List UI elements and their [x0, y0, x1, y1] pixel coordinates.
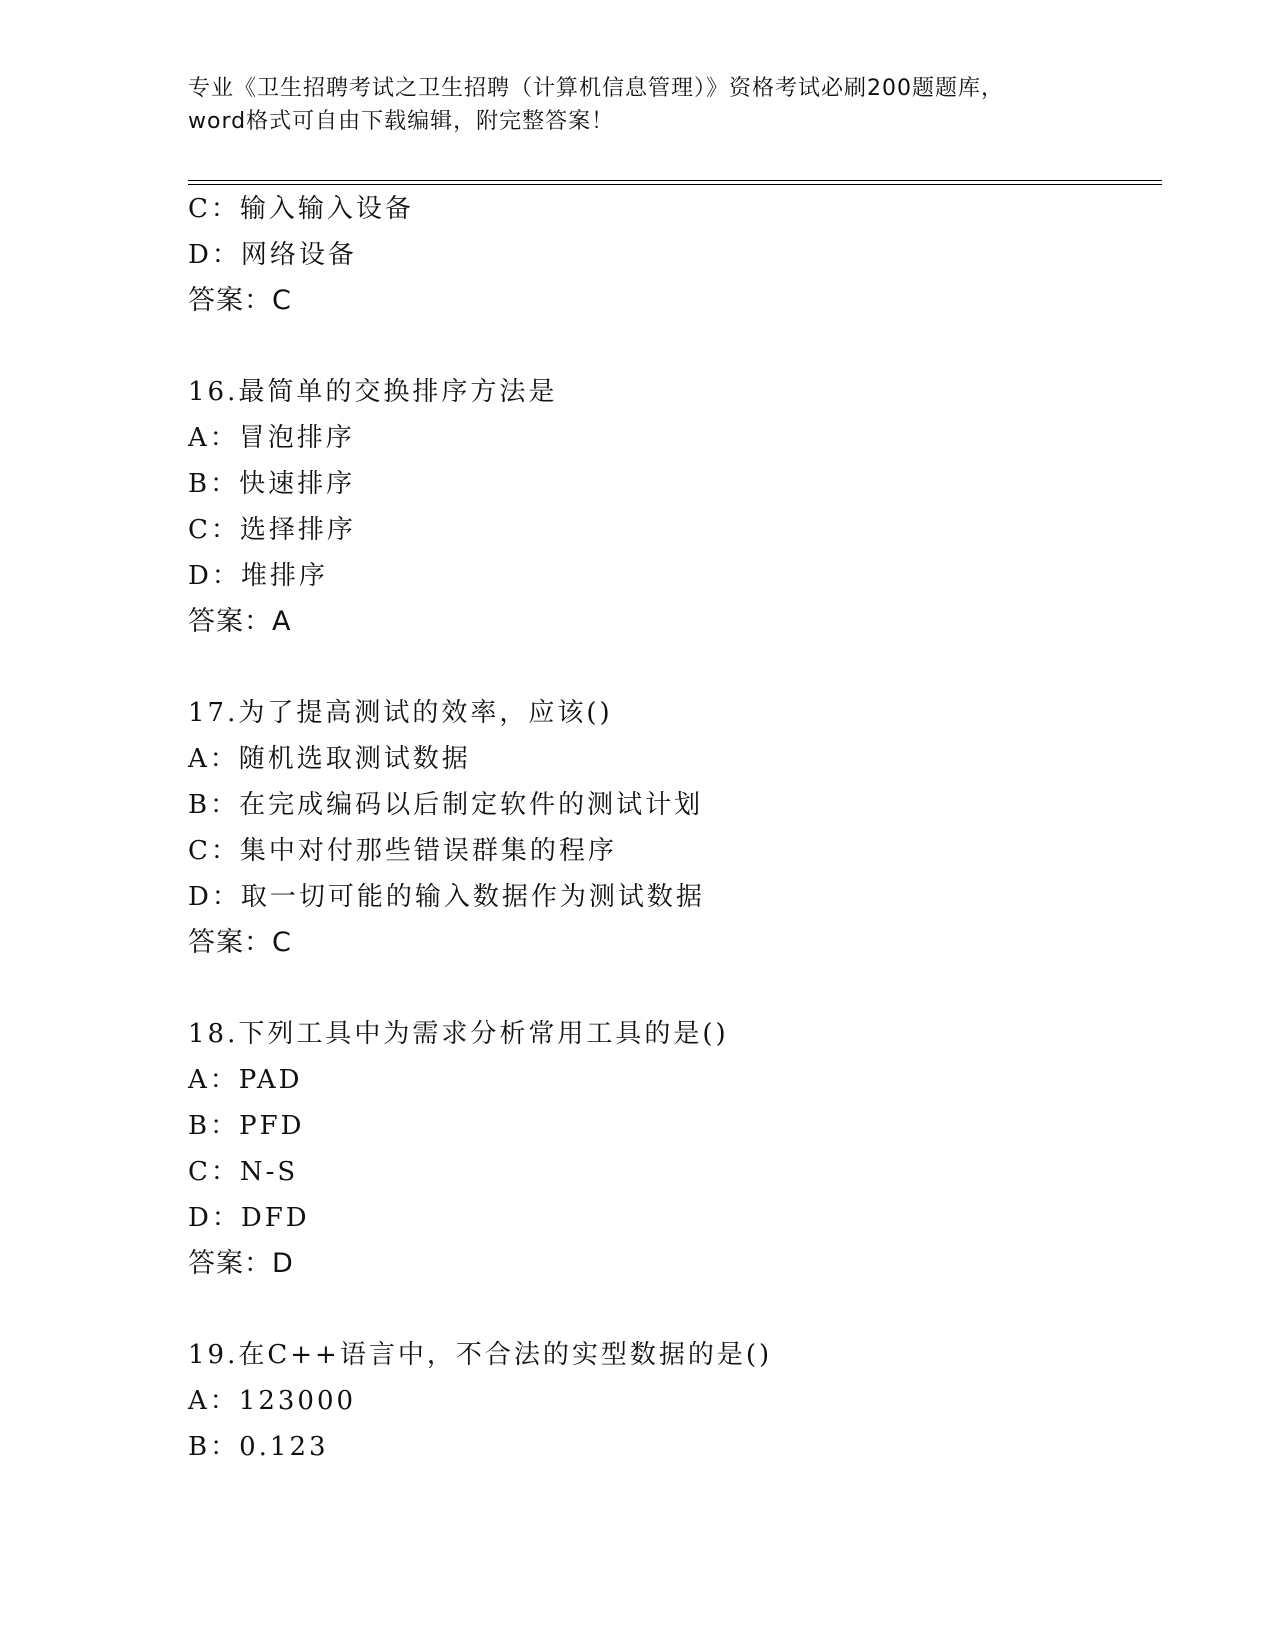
option-d: D：堆排序	[188, 561, 328, 591]
question-block-15	[188, 186, 1162, 324]
option-d: D：网络设备	[188, 240, 357, 270]
option-a: A：冒泡排序	[188, 423, 355, 453]
option-c: C：输入输入设备	[188, 194, 414, 224]
header-divider-bottom	[188, 184, 1162, 185]
option-a: A：随机选取测试数据	[188, 744, 471, 774]
question-block-17	[188, 690, 1162, 966]
document-header	[188, 72, 1088, 138]
header-line-2: word格式可自由下载编辑，附完整答案！	[188, 109, 615, 134]
option-c: C：N-S	[188, 1157, 299, 1187]
question-block-18	[188, 1011, 1162, 1287]
answer-line: 答案：D	[188, 1248, 294, 1279]
option-a: A：123000	[188, 1386, 357, 1416]
question-list	[188, 186, 1162, 1470]
option-c: C：集中对付那些错误群集的程序	[188, 836, 617, 866]
option-a: A：PAD	[188, 1065, 303, 1095]
option-d: D：取一切可能的输入数据作为测试数据	[188, 882, 705, 912]
option-b: B：PFD	[188, 1111, 305, 1141]
option-d: D：DFD	[188, 1203, 310, 1233]
option-b: B：0.123	[188, 1432, 329, 1462]
question-block-16	[188, 369, 1162, 645]
question-stem: 17.为了提高测试的效率，应该()	[188, 698, 613, 728]
option-b: B：快速排序	[188, 469, 356, 499]
option-b: B：在完成编码以后制定软件的测试计划	[188, 790, 704, 820]
question-stem: 16.最简单的交换排序方法是	[188, 377, 558, 407]
header-line-1: 专业《卫生招聘考试之卫生招聘（计算机信息管理）》资格考试必刷200题题库，	[188, 76, 1004, 101]
answer-line: 答案：A	[188, 606, 292, 637]
question-stem: 18.下列工具中为需求分析常用工具的是()	[188, 1019, 729, 1049]
question-stem: 19.在C++语言中，不合法的实型数据的是()	[188, 1340, 773, 1370]
question-block-19	[188, 1332, 1162, 1470]
answer-line: 答案：C	[188, 285, 292, 316]
option-c: C：选择排序	[188, 515, 356, 545]
answer-line: 答案：C	[188, 927, 292, 958]
header-divider-top	[188, 180, 1162, 181]
